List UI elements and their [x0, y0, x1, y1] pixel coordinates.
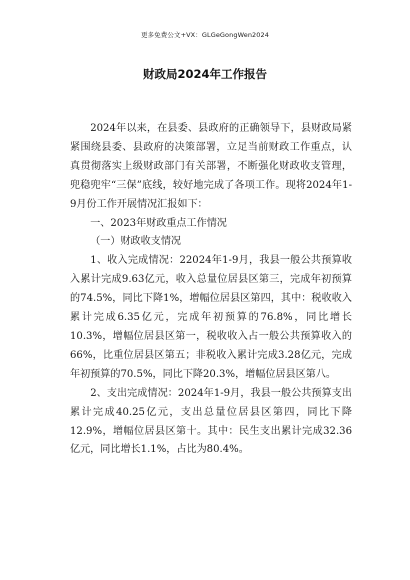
section-heading: 一、2023年财政重点工作情况: [90, 217, 227, 229]
subsection-heading: （一）财政收支情况: [90, 236, 182, 248]
header-note: 更多免费公文+VX：GLGeGongWen2024: [140, 31, 269, 39]
revenue-paragraph: 1、收入完成情况：22024年1-9月，我县一般公共预算收入累计完成9.63亿元，收入总量位居县区第三，完成年初预算的74.5%，同比下降1%，增幅位居县区第四，其中：税收收入累计完成6.35亿元，完成年初预算的76.8%，同比增长10.3%，增幅位居县区第一，税收收入占一般公共预算收入的66%，比重位居县区第五；非税收入累计完成3.28亿元，完成年初预算的70.5%，同比下降20.3%，增幅位居县区第八。: [70, 255, 352, 380]
document-body: [70, 120, 352, 460]
intro-paragraph: 2024年以来，在县委、县政府的正确领导下，县财政局紧紧围绕县委、县政府的决策部署，立足当前财政工作重点，认真贯彻落实上级财政部门有关部署，不断强化财政收支管理，兜稳兜牢“三保”底线，较好地完成了各项工作。现将2024年1-9月份工作开展情况汇报如下：: [70, 123, 352, 210]
document-title: 财政局2024年工作报告: [142, 67, 267, 81]
expenditure-paragraph: 2、支出完成情况：2024年1-9月，我县一般公共预算支出累计完成40.25亿元，支出总量位居县区第四，同比下降12.9%，增幅位居县区第十。其中：民生支出累计完成32.36亿元，同比增长1.1%，占比为80.4%。: [70, 387, 352, 456]
